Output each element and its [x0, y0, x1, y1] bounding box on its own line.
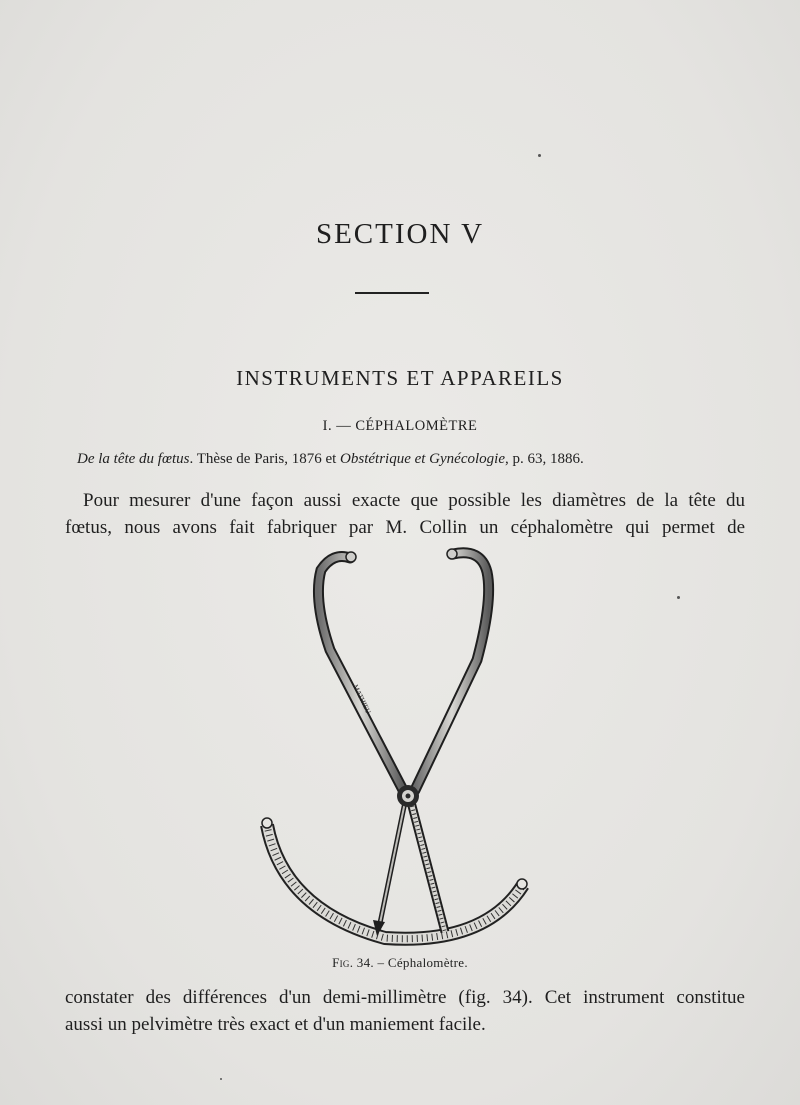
figure-caption: [0, 955, 800, 971]
scale-leg: [411, 802, 445, 932]
title-rule: [355, 292, 429, 294]
bibliographic-reference: [77, 451, 737, 468]
scale-arc: [262, 818, 527, 939]
reference-journal: Obstétrique et Gynécologie: [340, 451, 505, 467]
reference-text: . Thèse de Paris, 1876 et: [189, 451, 341, 467]
paragraph-line: fœtus, nous avons fait fabriquer par M. Collin un céphalomètre qui permet de: [65, 517, 745, 538]
engraving-mark: MATHIEU: [351, 683, 373, 716]
figure-title: – Céphalomètre.: [373, 955, 468, 970]
paragraph-intro: [65, 487, 745, 541]
right-arm: [415, 549, 489, 790]
cephalometer-figure: [255, 540, 545, 950]
paragraph-conclusion: [65, 984, 745, 1038]
paper-speck: [538, 154, 541, 157]
paragraph-line: aussi un pelvimètre très exact et d'un maniement facile.: [65, 1014, 486, 1035]
reference-title: De la tête du fœtus: [77, 451, 190, 467]
figure-number: Fig. 34.: [332, 955, 374, 970]
pointer-leg: [373, 802, 405, 936]
left-arm: [318, 552, 403, 790]
section-title: SECTION V: [315, 218, 485, 250]
pivot-joint: [397, 785, 419, 807]
instrument-heading: I. — CÉPHALOMÈTRE: [322, 418, 478, 434]
paragraph-line: constater des différences d'un demi-millimètre (fig. 34). Cet instrument constitue: [65, 987, 745, 1008]
paper-speck: [220, 1078, 222, 1080]
paper-speck: [677, 596, 680, 599]
reference-pages: , p. 63, 1886.: [504, 451, 584, 467]
chapter-title: INSTRUMENTS ET APPAREILS: [236, 366, 564, 390]
paragraph-line: Pour mesurer d'une façon aussi exacte que possible les diamètres de la tête du: [83, 490, 745, 511]
